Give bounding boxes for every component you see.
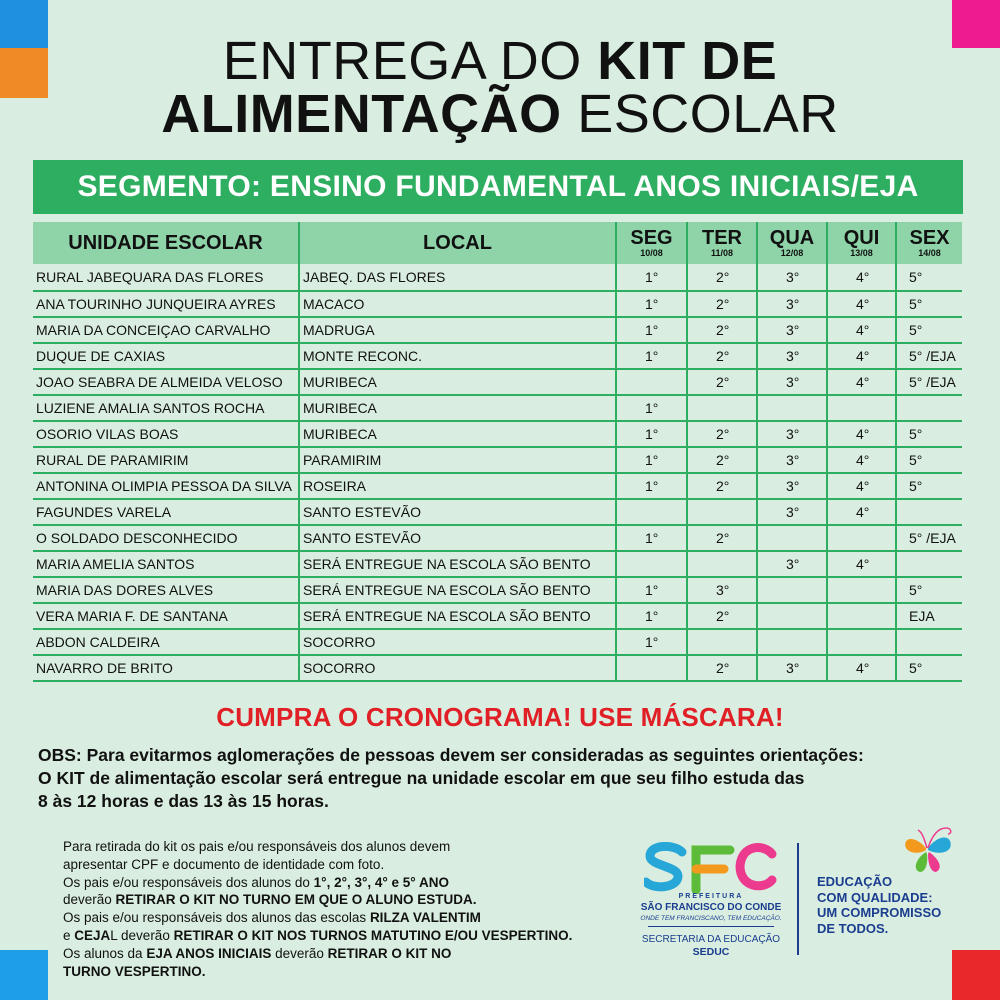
cell-local: MACACO xyxy=(299,291,616,317)
cell-seg: 1° xyxy=(616,317,687,343)
table-row xyxy=(33,551,962,577)
cell-unidade: O SOLDADO DESCONHECIDO xyxy=(33,525,299,551)
cell-qua xyxy=(757,603,827,629)
cell-seg: 1° xyxy=(616,447,687,473)
note-bold: TURNO VESPERTINO. xyxy=(63,963,206,979)
note-bold: RETIRAR O KIT NOS TURNOS MATUTINO E/OU VESPERTINO. xyxy=(173,927,573,943)
cell-sex: 5° xyxy=(896,317,962,343)
note-text: e xyxy=(63,927,75,943)
title-thin-part: ENTREGA DO xyxy=(222,31,598,91)
cell-qui: 4° xyxy=(827,499,896,525)
page-title-line-1 xyxy=(0,33,1000,89)
cell-local: JABEQ. DAS FLORES xyxy=(299,264,616,291)
cell-qua: 3° xyxy=(757,421,827,447)
observation-line: O KIT de alimentação escolar será entregue na unidade escolar em que seu filho estuda das xyxy=(38,768,805,788)
cell-unidade: NAVARRO DE BRITO xyxy=(33,655,299,681)
cell-qua: 3° xyxy=(757,655,827,681)
cell-local: SOCORRO xyxy=(299,655,616,681)
slogan-line: UM COMPROMISSO xyxy=(817,905,942,920)
cell-sex: 5° xyxy=(896,264,962,291)
slogan-line: EDUCAÇÃO xyxy=(817,874,893,889)
cell-qua xyxy=(757,525,827,551)
cell-unidade: ABDON CALDEIRA xyxy=(33,629,299,655)
cell-qui xyxy=(827,577,896,603)
cell-local: MADRUGA xyxy=(299,317,616,343)
cell-ter: 3° xyxy=(687,577,757,603)
cell-sex: 5° xyxy=(896,655,962,681)
vertical-divider xyxy=(797,843,799,955)
cell-seg: 1° xyxy=(616,577,687,603)
note-line xyxy=(63,927,633,945)
cell-ter xyxy=(687,629,757,655)
logo-prefeitura: PREFEITURA xyxy=(678,893,744,900)
note-text: deverão xyxy=(63,892,116,908)
cell-sex: 5° /EJA xyxy=(896,343,962,369)
cell-qua: 3° xyxy=(757,369,827,395)
cell-seg: 1° xyxy=(616,629,687,655)
cell-sex: 5° /EJA xyxy=(896,525,962,551)
cell-unidade: DUQUE DE CAXIAS xyxy=(33,343,299,369)
cell-sex xyxy=(896,629,962,655)
cell-sex: EJA xyxy=(896,603,962,629)
cell-unidade: VERA MARIA F. DE SANTANA xyxy=(33,603,299,629)
cell-qui: 4° xyxy=(827,264,896,291)
cell-qua: 3° xyxy=(757,343,827,369)
cell-seg: 1° xyxy=(616,264,687,291)
cell-unidade: FAGUNDES VARELA xyxy=(33,499,299,525)
note-bold: RETIRAR O KIT NO TURNO EM QUE O ALUNO ESTUDA. xyxy=(115,892,477,908)
cell-seg: 1° xyxy=(616,395,687,421)
cell-ter: 2° xyxy=(687,291,757,317)
cell-ter: 2° xyxy=(687,603,757,629)
title-thin-part-2: ESCOLAR xyxy=(561,84,839,144)
page-title-line-2 xyxy=(0,86,1000,142)
header-day-seg xyxy=(616,222,687,264)
cell-ter: 2° xyxy=(687,473,757,499)
table-row xyxy=(33,291,962,317)
day-name: SEX xyxy=(909,227,950,249)
note-line xyxy=(63,963,633,981)
cell-ter xyxy=(687,499,757,525)
day-name: QUI xyxy=(843,227,880,249)
table-row xyxy=(33,343,962,369)
mask-warning: CUMPRA O CRONOGRAMA! USE MÁSCARA! xyxy=(216,702,784,732)
table-row xyxy=(33,264,962,291)
cell-qui: 4° xyxy=(827,343,896,369)
cell-seg xyxy=(616,655,687,681)
cell-ter xyxy=(687,551,757,577)
header-local: LOCAL xyxy=(299,222,616,264)
day-name: TER xyxy=(702,227,742,249)
cell-unidade: MARIA AMELIA SANTOS xyxy=(33,551,299,577)
cell-qui: 4° xyxy=(827,447,896,473)
cell-qua xyxy=(757,395,827,421)
cell-qui: 4° xyxy=(827,473,896,499)
cell-local: ROSEIRA xyxy=(299,473,616,499)
table-row xyxy=(33,473,962,499)
cell-qui xyxy=(827,603,896,629)
cell-qui: 4° xyxy=(827,317,896,343)
note-line: Para retirada do kit os pais e/ou responsáveis dos alunos devem xyxy=(63,839,451,854)
table-row xyxy=(33,525,962,551)
cell-unidade: JOAO SEABRA DE ALMEIDA VELOSO xyxy=(33,369,299,395)
cell-sex xyxy=(896,551,962,577)
note-line xyxy=(63,891,633,909)
note-bold: EJA ANOS INICIAIS xyxy=(146,945,272,961)
note-bold: CEJA xyxy=(74,927,111,943)
cell-ter: 2° xyxy=(687,264,757,291)
table-row xyxy=(33,447,962,473)
cell-sex xyxy=(896,395,962,421)
header-day-qui xyxy=(827,222,896,264)
table-header-row xyxy=(33,222,962,264)
day-date: 11/08 xyxy=(710,248,734,258)
cell-local: MURIBECA xyxy=(299,395,616,421)
cell-unidade: RURAL JABEQUARA DAS FLORES xyxy=(33,264,299,291)
cell-local: SERÁ ENTREGUE NA ESCOLA SÃO BENTO xyxy=(299,551,616,577)
title-bold-part-2: ALIMENTAÇÃO xyxy=(161,84,562,144)
corner-decoration-blue-bottom xyxy=(0,950,48,1000)
cell-seg: 1° xyxy=(616,473,687,499)
header-day-ter xyxy=(687,222,757,264)
day-name: SEG xyxy=(630,227,673,249)
cell-qua: 3° xyxy=(757,473,827,499)
cell-seg xyxy=(616,499,687,525)
cell-qui xyxy=(827,525,896,551)
cell-ter: 2° xyxy=(687,525,757,551)
cell-sex: 5° xyxy=(896,473,962,499)
cell-qui: 4° xyxy=(827,551,896,577)
note-line xyxy=(63,945,633,963)
logo-slogan: ONDE TEM FRANCISCANO, TEM EDUCAÇÃO. xyxy=(640,915,782,922)
cell-ter: 2° xyxy=(687,317,757,343)
note-text: deverão xyxy=(271,945,328,961)
cell-qua: 3° xyxy=(757,291,827,317)
title-bold-part: KIT DE xyxy=(597,31,778,91)
cell-ter: 2° xyxy=(687,343,757,369)
cell-local: SOCORRO xyxy=(299,629,616,655)
note-line xyxy=(63,909,633,927)
cell-qui: 4° xyxy=(827,421,896,447)
cell-ter xyxy=(687,395,757,421)
slogan-line: DE TODOS. xyxy=(817,920,889,936)
cell-sex: 5° xyxy=(896,421,962,447)
note-text: Os alunos da xyxy=(63,945,147,961)
header-day-sex xyxy=(896,222,962,264)
cell-seg: 1° xyxy=(616,421,687,447)
logo-secretaria: SECRETARIA DA EDUCAÇÃO xyxy=(641,934,781,945)
day-date: 10/08 xyxy=(640,248,663,258)
segment-banner: SEGMENTO: ENSINO FUNDAMENTAL ANOS INICIAIS/EJA xyxy=(33,160,963,214)
cell-seg: 1° xyxy=(616,525,687,551)
note-text: L deverão xyxy=(110,927,174,943)
logo-city-name: SÃO FRANCISCO DO CONDE xyxy=(640,902,782,913)
note-line xyxy=(63,874,633,892)
cell-seg: 1° xyxy=(616,291,687,317)
header-day-qua xyxy=(757,222,827,264)
table-row xyxy=(33,577,962,603)
cell-qui: 4° xyxy=(827,291,896,317)
cell-ter: 2° xyxy=(687,655,757,681)
cell-sex: 5° xyxy=(896,291,962,317)
cell-sex: 5° xyxy=(896,447,962,473)
sfc-letters-icon xyxy=(644,842,778,894)
cell-qua: 3° xyxy=(757,317,827,343)
cell-local: PARAMIRIM xyxy=(299,447,616,473)
cell-local: SANTO ESTEVÃO xyxy=(299,499,616,525)
cell-local: MURIBECA xyxy=(299,369,616,395)
cell-unidade: ANA TOURINHO JUNQUEIRA AYRES xyxy=(33,291,299,317)
schedule-table xyxy=(33,222,962,682)
observation-line: 8 às 12 horas e das 13 às 15 horas. xyxy=(38,791,329,811)
pickup-notes xyxy=(63,838,633,980)
cell-local: SANTO ESTEVÃO xyxy=(299,525,616,551)
cell-unidade: RURAL DE PARAMIRIM xyxy=(33,447,299,473)
cell-local: SERÁ ENTREGUE NA ESCOLA SÃO BENTO xyxy=(299,603,616,629)
cell-qui xyxy=(827,629,896,655)
day-date: 12/08 xyxy=(780,248,804,258)
cell-qua: 3° xyxy=(757,499,827,525)
cell-seg xyxy=(616,369,687,395)
cell-qua: 3° xyxy=(757,264,827,291)
observation-text xyxy=(38,744,968,813)
cell-qua: 3° xyxy=(757,447,827,473)
logo-divider xyxy=(648,926,774,927)
cell-seg: 1° xyxy=(616,603,687,629)
table-row xyxy=(33,395,962,421)
cell-unidade: ANTONINA OLIMPIA PESSOA DA SILVA xyxy=(33,473,299,499)
cell-qua xyxy=(757,629,827,655)
day-date: 14/08 xyxy=(918,248,941,258)
sfc-logo xyxy=(640,842,782,962)
observation-line: OBS: Para evitarmos aglomerações de pessoas devem ser consideradas as seguintes orientações: xyxy=(38,745,864,765)
slogan-line: COM QUALIDADE: xyxy=(817,889,933,905)
cell-qui xyxy=(827,395,896,421)
note-bold: 1°, 2°, 3°, 4° e 5° ANO xyxy=(313,874,449,890)
butterfly-icon xyxy=(900,824,958,878)
cell-unidade: LUZIENE AMALIA SANTOS ROCHA xyxy=(33,395,299,421)
cell-unidade: MARIA DAS DORES ALVES xyxy=(33,577,299,603)
education-slogan xyxy=(817,874,967,936)
logo-seduc: SEDUC xyxy=(692,946,730,958)
cell-seg: 1° xyxy=(616,343,687,369)
note-text: Os pais e/ou responsáveis dos alunos do xyxy=(63,874,314,890)
cell-sex: 5° /EJA xyxy=(896,369,962,395)
day-name: QUA xyxy=(769,227,815,249)
day-date: 13/08 xyxy=(850,248,873,258)
cell-qua xyxy=(757,577,827,603)
cell-seg xyxy=(616,551,687,577)
table-row xyxy=(33,603,962,629)
table-row xyxy=(33,499,962,525)
table-row xyxy=(33,629,962,655)
table-row xyxy=(33,655,962,681)
note-bold: RILZA VALENTIM xyxy=(369,910,481,926)
table-row xyxy=(33,421,962,447)
cell-ter: 2° xyxy=(687,421,757,447)
table-row xyxy=(33,317,962,343)
cell-sex: 5° xyxy=(896,577,962,603)
cell-unidade: OSORIO VILAS BOAS xyxy=(33,421,299,447)
note-text: Os pais e/ou responsáveis dos alunos das escolas xyxy=(63,910,370,926)
header-unidade: UNIDADE ESCOLAR xyxy=(33,222,299,264)
cell-sex xyxy=(896,499,962,525)
cell-qua: 3° xyxy=(757,551,827,577)
note-line: apresentar CPF e documento de identidade com foto. xyxy=(63,856,385,872)
cell-local: SERÁ ENTREGUE NA ESCOLA SÃO BENTO xyxy=(299,577,616,603)
table-row xyxy=(33,369,962,395)
cell-qui: 4° xyxy=(827,369,896,395)
cell-ter: 2° xyxy=(687,447,757,473)
cell-local: MURIBECA xyxy=(299,421,616,447)
cell-ter: 2° xyxy=(687,369,757,395)
corner-decoration-red xyxy=(952,950,1000,1000)
cell-qui: 4° xyxy=(827,655,896,681)
cell-local: MONTE RECONC. xyxy=(299,343,616,369)
note-bold: RETIRAR O KIT NO xyxy=(327,945,452,961)
cell-unidade: MARIA DA CONCEIÇAO CARVALHO xyxy=(33,317,299,343)
